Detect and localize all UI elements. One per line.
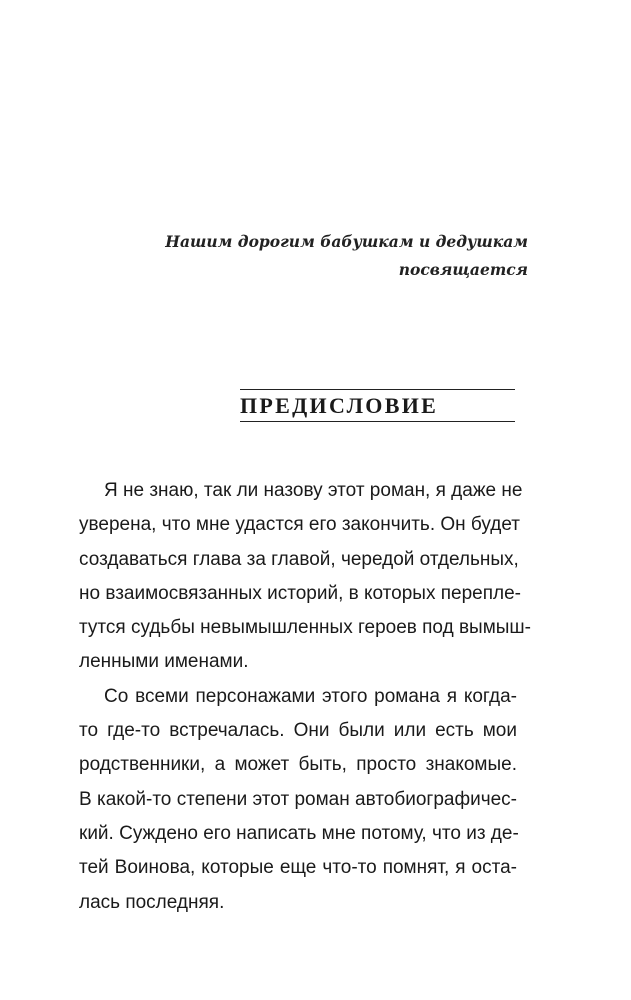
dedication-line-2: посвящается	[398, 260, 528, 279]
paragraph	[79, 474, 531, 680]
text-line: уверена, что мне удастся его закончить. Он будет	[79, 514, 520, 536]
text-line: лась последняя.	[79, 891, 225, 913]
text-line: тутся судьбы невымышленных героев под вымыш-	[79, 617, 531, 639]
preface-body	[79, 474, 531, 920]
chapter-title: ПРЕДИСЛОВИЕ	[240, 393, 439, 418]
text-line: родственники, а может быть, просто знакомые.	[79, 754, 517, 776]
text-line: В какой-то степени этот роман автобиографичес-	[79, 788, 517, 810]
text-line: то где-то встречалась. Они были или есть мои	[79, 720, 517, 742]
text-line: Я не знаю, так ли назову этот роман, я даже не	[104, 480, 523, 501]
text-line: но взаимосвязанных историй, в которых перепле-	[79, 582, 521, 604]
dedication-line-1: Нашим дорогим бабушкам и дедушкам	[165, 232, 528, 251]
chapter-heading	[240, 389, 515, 422]
dedication	[108, 228, 528, 284]
text-line: кий. Суждено его написать мне потому, что из де-	[79, 822, 519, 844]
text-line: Со всеми персонажами этого романа я когда-	[104, 685, 517, 707]
text-line: тей Воинова, которые еще что-то помнят, я оста-	[79, 857, 517, 879]
text-line: ленными именами.	[79, 651, 249, 673]
paragraph	[79, 680, 517, 920]
text-line: создаваться глава за главой, чередой отдельных,	[79, 548, 519, 570]
heading-bottom-rule	[240, 421, 515, 422]
